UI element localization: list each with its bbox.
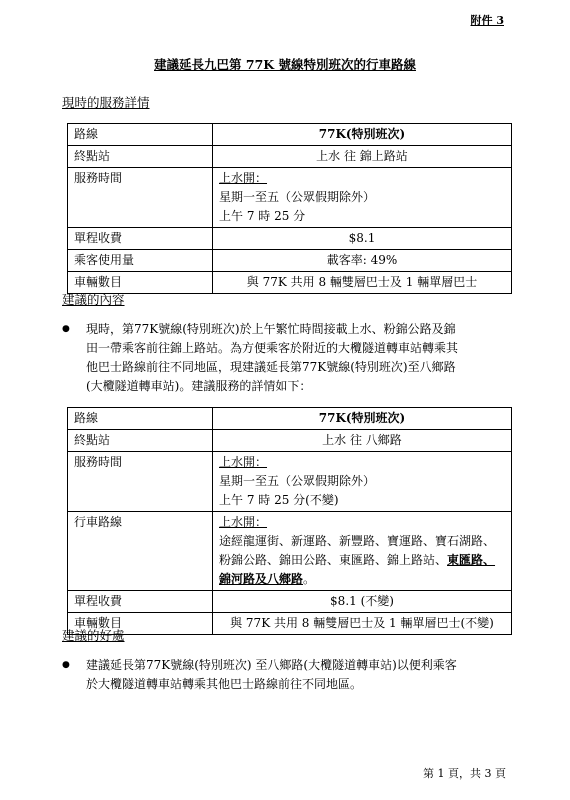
- fare-label: 單程收費: [68, 228, 213, 250]
- fleet-label: 車輛數目: [68, 613, 213, 635]
- document-title: 建議延長九巴第 77K 號線特別班次的行車路線: [154, 57, 416, 72]
- proposal-heading: 建議的內容: [62, 292, 125, 307]
- page-footer: 第 1 頁，共 3 頁: [423, 767, 506, 780]
- routing-segment: 。: [303, 572, 316, 586]
- routing-line: 上水開：: [219, 515, 268, 529]
- routing-line: [219, 570, 505, 589]
- routing-extension: 東匯路、: [447, 553, 496, 567]
- hours-line: 上午 7 時 25 分(不變): [219, 493, 339, 507]
- fleet-value: 與 77K 共用 8 輛雙層巴士及 1 輛單層巴士: [213, 272, 512, 294]
- proposal-paragraph: [86, 320, 510, 396]
- table-row: [68, 613, 512, 635]
- fare-value: $8.1 (不變): [213, 591, 512, 613]
- terminus-label: 終點站: [68, 146, 213, 168]
- bullet-icon: ●: [62, 660, 70, 670]
- terminus-label: 終點站: [68, 430, 213, 452]
- bullet-icon: ●: [62, 324, 70, 334]
- annex-label: 附件 3: [470, 14, 504, 27]
- paragraph-line: 現時，第77K號線(特別班次)於上午繁忙時間接載上水、粉錦公路及錦: [86, 322, 456, 336]
- table-row: [68, 430, 512, 452]
- paragraph-line: 他巴士路線前往不同地區，現建議延長第77K號線(特別班次)至八鄉路: [86, 360, 456, 374]
- hours-line: 上水開：: [219, 455, 268, 469]
- table-row: [68, 591, 512, 613]
- routing-segment: 粉錦公路、錦田公路、東匯路、錦上路站、: [219, 553, 448, 567]
- usage-value: 載客率: 49%: [213, 250, 512, 272]
- benefits-heading: 建議的好處: [62, 628, 125, 643]
- hours-line: 上午 7 時 25 分: [219, 209, 306, 223]
- routing-extension: 錦河路及八鄉路: [219, 572, 304, 586]
- table-row: [68, 272, 512, 294]
- terminus-value: 上水 往 錦上路站: [213, 146, 512, 168]
- terminus-value: 上水 往 八鄉路: [213, 430, 512, 452]
- fleet-label: 車輛數目: [68, 272, 213, 294]
- routing-line: [219, 551, 505, 570]
- fleet-value: 與 77K 共用 8 輛雙層巴士及 1 輛單層巴士(不變): [213, 613, 512, 635]
- hours-line: 星期一至五（公眾假期除外）: [219, 474, 376, 488]
- current-service-table: [67, 123, 512, 294]
- usage-label: 乘客使用量: [68, 250, 213, 272]
- table-row: [68, 512, 512, 591]
- table-row: [68, 250, 512, 272]
- hours-line: 上水開：: [219, 171, 268, 185]
- hours-cell: [213, 452, 512, 512]
- route-value: 77K(特別班次): [213, 408, 512, 430]
- route-label: 路線: [68, 408, 213, 430]
- routing-line: 途經龍運街、新運路、新豐路、寶運路、寶石湖路、: [219, 534, 496, 548]
- paragraph-line: 於大欖隧道轉車站轉乘其他巴士路線前往不同地區。: [86, 677, 363, 691]
- paragraph-line: (大欖隧道轉車站)。建議服務的詳情如下：: [86, 379, 312, 393]
- paragraph-line: 田一帶乘客前往錦上路站。為方便乘客於附近的大欖隧道轉車站轉乘其: [86, 341, 459, 355]
- current-service-heading: 現時的服務詳情: [62, 95, 150, 110]
- table-row: [68, 124, 512, 146]
- route-value: 77K(特別班次): [213, 124, 512, 146]
- hours-label: 服務時間: [68, 452, 213, 512]
- table-row: [68, 168, 512, 228]
- benefits-paragraph: [86, 656, 510, 694]
- routing-cell: [213, 512, 512, 591]
- table-row: [68, 452, 512, 512]
- fare-value: $8.1: [213, 228, 512, 250]
- table-row: [68, 146, 512, 168]
- fare-label: 單程收費: [68, 591, 213, 613]
- routing-label: 行車路線: [68, 512, 213, 591]
- table-row: [68, 408, 512, 430]
- hours-line: 星期一至五（公眾假期除外）: [219, 190, 376, 204]
- proposed-service-table: [67, 407, 512, 635]
- route-label: 路線: [68, 124, 213, 146]
- paragraph-line: 建議延長第77K號線(特別班次) 至八鄉路(大欖隧道轉車站)以便利乘客: [86, 658, 457, 672]
- table-row: [68, 228, 512, 250]
- hours-label: 服務時間: [68, 168, 213, 228]
- hours-cell: [213, 168, 512, 228]
